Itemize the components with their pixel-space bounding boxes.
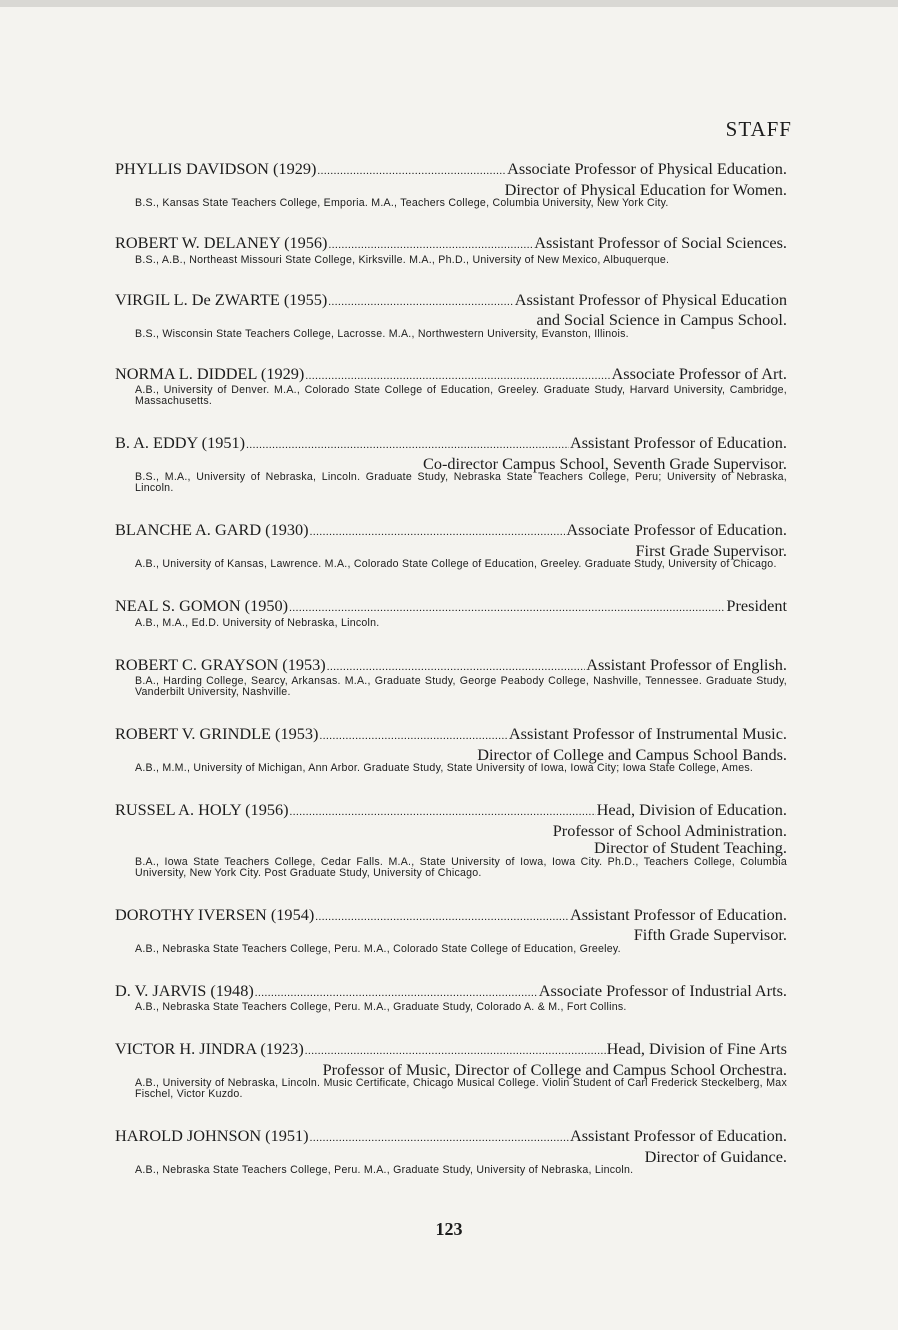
- entry-header-line: [115, 597, 787, 618]
- staff-entry: [115, 1040, 787, 1100]
- staff-name: D. V. JARVIS (1948): [115, 980, 254, 1000]
- staff-credentials: B.S., Kansas State Teachers College, Emporia. M.A., Teachers College, Columbia University, New York City.: [135, 197, 669, 209]
- dot-leader: [290, 804, 596, 822]
- staff-position: Assistant Professor of Social Sciences.: [534, 233, 787, 252]
- entry-header-line: [115, 1127, 787, 1148]
- staff-name: PHYLLIS DAVIDSON (1929): [115, 159, 317, 178]
- entry-header-line: [115, 801, 787, 822]
- staff-additional-title: and Social Science in Campus School.: [536, 310, 787, 329]
- staff-position: Assistant Professor of Physical Education: [514, 289, 787, 309]
- scan-edge: [0, 0, 898, 7]
- staff-entry: [115, 656, 787, 699]
- staff-name: RUSSEL A. HOLY (1956): [115, 800, 289, 819]
- staff-position: Assistant Professor of Education.: [569, 1126, 787, 1145]
- staff-entry: [115, 906, 787, 955]
- staff-entry: [115, 1127, 787, 1176]
- staff-credentials: B.S., A.B., Northeast Missouri State College, Kirksville. M.A., Ph.D., University of New Mexico, Albuquerque.: [135, 253, 670, 266]
- entry-header-line: [115, 982, 787, 1003]
- staff-entry: [115, 801, 787, 879]
- staff-position: Associate Professor of Art.: [611, 363, 787, 383]
- entry-header-line: [115, 725, 787, 746]
- staff-additional-title: Professor of School Administration.: [552, 820, 787, 840]
- staff-additional-title: Director of Guidance.: [644, 1146, 787, 1166]
- staff-position: Associate Professor of Industrial Arts.: [538, 980, 787, 1000]
- staff-credentials: A.B., Nebraska State Teachers College, Peru. M.A., Graduate Study, University of Nebraska, Lincoln.: [135, 1164, 634, 1176]
- dot-leader: [305, 1043, 606, 1061]
- staff-name: ROBERT V. GRINDLE (1953): [115, 724, 319, 743]
- staff-additional-title: Director of Student Teaching.: [594, 838, 787, 857]
- staff-entry: [115, 725, 787, 774]
- dot-leader: [246, 437, 569, 455]
- staff-credentials: B.A., Harding College, Searcy, Arkansas. M.A., Graduate Study, George Peabody College, Nashville, Tennessee. Graduate Study, Vanderbilt University, Nashville.: [135, 675, 787, 698]
- staff-position: Assistant Professor of Education.: [569, 433, 787, 452]
- staff-entry: [115, 365, 787, 408]
- dot-leader: [328, 294, 513, 312]
- entry-header-line: [115, 656, 787, 677]
- dot-leader: [305, 368, 610, 386]
- staff-name: BLANCHE A. GARD (1930): [115, 520, 309, 539]
- staff-position: President: [726, 596, 787, 615]
- entry-header-line: [115, 906, 787, 927]
- dot-leader: [315, 909, 569, 927]
- staff-name: VIRGIL L. De ZWARTE (1955): [115, 289, 328, 309]
- staff-additional-title: Director of Physical Education for Women.: [504, 179, 787, 199]
- staff-additional-title: Director of College and Campus School Bands.: [477, 744, 787, 764]
- staff-entry: [115, 982, 787, 1014]
- entry-header-line: [115, 291, 787, 312]
- staff-entry: [115, 291, 787, 340]
- dot-leader: [319, 728, 507, 746]
- staff-additional-title: Fifth Grade Supervisor.: [633, 925, 787, 944]
- staff-credentials: A.B., Nebraska State Teachers College, Peru. M.A., Graduate Study, Colorado A. & M., Fort Collins.: [135, 1001, 627, 1013]
- staff-credentials: A.B., M.M., University of Michigan, Ann Arbor. Graduate Study, State University of Iowa, Iowa City; Iowa State College, Ames.: [135, 762, 754, 774]
- staff-credentials: B.S., M.A., University of Nebraska, Lincoln. Graduate Study, Nebraska State Teachers College, Peru; University of Nebraska, Lincoln.: [135, 471, 787, 494]
- dot-leader: [255, 985, 538, 1003]
- staff-additional-title: Professor of Music, Director of College and Campus School Orchestra.: [322, 1059, 787, 1079]
- staff-list: [115, 160, 787, 1203]
- staff-credentials: B.S., Wisconsin State Teachers College, Lacrosse. M.A., Northwestern University, Evanston, Illinois.: [135, 327, 629, 340]
- staff-credentials: A.B., University of Nebraska, Lincoln. Music Certificate, Chicago Musical College. Violin Student of Carl Frederick Steckelberg, Max Fischel, Victor Kuzdo.: [135, 1077, 787, 1100]
- staff-position: Associate Professor of Education.: [566, 520, 787, 539]
- staff-credentials: A.B., M.A., Ed.D. University of Nebraska, Lincoln.: [135, 616, 380, 629]
- staff-position: Assistant Professor of Education.: [569, 904, 787, 924]
- staff-position: Assistant Professor of English.: [586, 654, 787, 674]
- staff-name: HAROLD JOHNSON (1951): [115, 1126, 309, 1145]
- entry-header-line: [115, 1040, 787, 1061]
- dot-leader: [328, 237, 533, 255]
- staff-credentials: A.B., University of Denver. M.A., Colorado State College of Education, Greeley. Graduate Study, Harvard University, Cambridge, Massachusetts.: [135, 384, 787, 407]
- staff-name: DOROTHY IVERSEN (1954): [115, 904, 315, 924]
- staff-additional-title: Co-director Campus School, Seventh Grade Supervisor.: [422, 453, 787, 473]
- staff-name: B. A. EDDY (1951): [115, 433, 246, 452]
- dot-leader: [327, 659, 585, 677]
- staff-entry: [115, 434, 787, 494]
- staff-name: NORMA L. DIDDEL (1929): [115, 363, 305, 383]
- staff-credentials: B.A., Iowa State Teachers College, Cedar Falls. M.A., State University of Iowa, Iowa City. Ph.D., Teachers College, Columbia University, New York City. Post Graduate Study, University of Chicago.: [135, 855, 787, 879]
- entry-header-line: [115, 365, 787, 386]
- section-heading: STAFF: [725, 117, 792, 141]
- staff-additional-title: First Grade Supervisor.: [635, 540, 787, 560]
- staff-entry: [115, 234, 787, 266]
- staff-name: ROBERT W. DELANEY (1956): [115, 233, 328, 252]
- staff-name: VICTOR H. JINDRA (1923): [115, 1039, 304, 1058]
- staff-entry: [115, 597, 787, 629]
- staff-credentials: A.B., Nebraska State Teachers College, Peru. M.A., Colorado State College of Education, Greeley.: [135, 942, 621, 955]
- staff-position: Assistant Professor of Instrumental Music.: [508, 724, 787, 743]
- staff-entry: [115, 521, 787, 570]
- staff-position: Associate Professor of Physical Education.: [507, 159, 787, 178]
- entry-header-line: [115, 234, 787, 255]
- staff-credentials: A.B., University of Kansas, Lawrence. M.A., Colorado State College of Education, Greeley. Graduate Study, University of Chicago.: [135, 558, 777, 570]
- staff-name: NEAL S. GOMON (1950): [115, 596, 289, 615]
- entry-header-line: [115, 434, 787, 455]
- dot-leader: [289, 600, 725, 618]
- dot-leader: [310, 524, 566, 542]
- dot-leader: [317, 163, 506, 181]
- entry-header-line: [115, 521, 787, 542]
- entry-header-line: [115, 160, 787, 181]
- staff-entry: [115, 160, 787, 209]
- page-number: 123: [435, 1219, 463, 1239]
- staff-position: Head, Division of Education.: [596, 800, 787, 819]
- staff-position: Head, Division of Fine Arts: [606, 1039, 787, 1058]
- staff-name: ROBERT C. GRAYSON (1953): [115, 654, 326, 674]
- dot-leader: [310, 1130, 569, 1148]
